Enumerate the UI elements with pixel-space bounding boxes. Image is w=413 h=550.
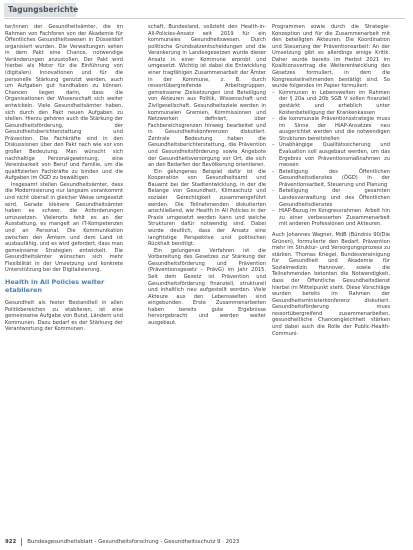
page-header [0,0,413,22]
column2-paragraph: schaft, Bundesland, vollzieht den Health-in-All-Policies-Ansatz seit 2019 für ein kommunales Gesundheitswesen. Durch politische Grundsatzentscheidungen und die Verankerung in Landesgesetzen wurde dieser Ansatz in einer Kommune erprobt und umgesetzt. Wichtig ist dabei die Entwicklung einer tragfähigen Zusammenarbeit der Ämter in der Kommune, z. B. durch ressortübergreifende Arbeitsgruppen, gemeinsame Zielsetzungen und Beteiligung von Akteuren aus Politik, Wissenschaft und Zivilgesellschaft. Gesundheitsziele werden in kommunalen Gremien, Kommissionen und Netzwerken definiert, über Fachbereichsgrenzen hinweg bearbeitet und in Gesundheitskonferenzen diskutiert. Zentrale Bedeutung haben die Gesundheitsberichterstattung, die Prävention und Gesundheitsförderung sowie Angebote der Gesundheitsversorgung vor Ort, die sich an den Bedarfen der Bevölkerung orientieren. [148,24,266,169]
column2-paragraph: Ein gelungenes Verfahren ist die Vorbereitung des Gesetzes zur Stärkung der Gesundheitsförderung und Prävention (Präventionsgesetz – PrävG) im Jahr 2015. Seit dem Gesetz ist Prävention und Gesundheitsförderung finanziell, strukturell und inhaltlich neu aufgestellt worden. Viele Akteure aus den Lebenswelten sind eingebunden. Erste Zusammenarbeiten haben bereits gute Ergebnisse hervorgebracht und werden weiter ausgebaut. [148,247,266,327]
section-subheading: Health in All Policies weiter etablieren [5,277,105,294]
list-item: – Beteiligung des Öffentlichen Gesundheitsdienstes (ÖGD) in der Präventionsarbeit, Steuerung und Planung [272,169,390,189]
text-column-3 [272,24,390,337]
footer-divider [21,538,22,546]
column1-paragraph: Gesundheit als fester Bestandteil in allen Politikbereichen zu etablieren, ist eine gemeinsame Aufgabe von Bund, Ländern und Kommunen. Dazu bedarf es der Stärkung der Verantwortung der Kommunen. [5,299,123,333]
list-item: – Kommunen in Lebenswelten im Rahmen der § 20a und 20b SGB V sollen finanziell gestärkt und erheblich unter Kostenbeteiligung der Krankenkassen [272,90,390,116]
list-item: – HiAP-Bezug im Kongressrahmen. Arbeit hin zu einer verbesserten Zusammenarbeit mit anderen Professionen und Akteuren. [272,208,390,228]
header-rule [4,18,405,19]
list-item: – Beteiligung der gesamten Landesverwaltung und des Öffentlichen Gesundheitsdienstes [272,188,390,208]
column1-paragraph: ter/innen der Gesundheitsämter, die im Rahmen von Fachforen von der Akademie für Öffentliches Gesundheitswesen in Düsseldorf organisiert wurden. Die Verwaltungen sehen in dem Pakt eine Chance, notwendige Veränderungen anzustoßen. Der Pakt wird hierbei als Motor für die Einführung von (digitalen) Innovationen und für die personelle Stärkung genutzt werden, auch um Aufgaben gut handhaben zu können. Chancen liegen darin, dass die Organisationen der Wissenschaft sich weiter entwickeln. Viele Gesundheitsämter haben, sich durch den Pakt neuen Aufgaben zu stellen. Hierzu gehören auch die Stärkung der Gesundheitsförderung, der Gesundheitsberichterstattung und Prävention. Die Fachkräfte sind in den Diskussionen über den Pakt nach wie vor von großer Bedeutung. Man wünscht sich nachhaltige Personalgewinnung, eine Vereinbarkeit von Beruf und Familie, um die qualifizierten Fachkräfte zu binden und die Aufgaben im ÖGD zu bewältigen. [5,24,123,182]
column1-paragraph: Insgesamt stellen Gesundheitsämter, dass die Modernisierung nur langsam vorankommt und nicht überall in gleicher Weise umgesetzt wird. Gerade kleinere Gesundheitsämter haben es schwer, die Anforderungen umzusetzen. Vielerorts fehlt es an der Ausstattung, es mangelt an IT-Kompetenzen und an Personal. Die Kommunikation zwischen den Ämtern und dem Land ist ausbaufähig, und es wird gefordert, dass man gemeinsame Strategien entwickelt. Die Gesundheitsämter wünschen sich mehr Flexibilität in der Umsetzung und konkrete Unterstützung bei der Digitalisierung. [5,181,123,274]
journal-citation: Bundesgesundheitsblatt - Gesundheitsforschung - Gesundheitsschutz 9 · 2023 [27,539,240,545]
page-footer [5,537,405,547]
list-item: – die kommunale Präventionsstrategie muss im Sinne der HiAP-Ansatzes neu ausgerichtet werden und die notwendigen Strukturen bereitstellen [272,116,390,142]
list-item: – Unabhängige Qualitätssicherung und Evaluation soll ausgebaut werden, um das Ergebnis von Präventionsmaßnahmen zu messen [272,142,390,168]
section-label: Tagungsberichte [4,3,76,17]
text-column-1 [5,24,123,333]
column3-paragraph: Auch Johannes Wagner, MdB (Bündnis 90/Die Grünen), formulierte den Bedarf, Prävention mehr im Struktur- und Versorgungsprozess zu stärken. Thomas Kriegel, Bundesvereinigung für Gesundheit und Akademie für Sozialmedizin Hannover, sowie die Teilnehmenden betonten die Notwendigkeit, dass der Öffentliche Gesundheitsdienst hierbei im Mittelpunkt steht. Diese Vorschläge wurden bereits im Rahmen der Gesundheitsministerkonferenz diskutiert. Gesundheitsförderung muss ressortübergreifend zusammenarbeiten, gesundheitliche Chancengleichheit stärken und dabei auch die Rolle der Public-Health-Communi- [272,231,390,337]
text-column-2 [148,24,266,327]
page-number: 922 [5,539,17,545]
bullet-list [272,90,390,228]
column2-paragraph: Ein gelungenes Beispiel dafür ist die Kooperation von Gesundheitsamt und Bauamt bei der Stadtentwicklung, in der die Belange von Gesundheit, Klimaschutz und sozialer Gerechtigkeit zusammengeführt werden. Die Teilnehmenden diskutierten anschließend, wie Health in All Policies in der Praxis umgesetzt werden kann und welche Strukturen dafür notwendig sind. Dabei wurde deutlich, dass der Ansatz eine langfristige Perspektive und politischen Rückhalt benötigt. [148,168,266,248]
column3-paragraph: Programmen sowie durch die Strategie-Konzeption und für die Zusammenarbeit mit den beteiligten Akteuren. Die Koordination und Steuerung der Präventionsarbeit: An der Umsetzung gibt es allerdings einige Kritik. Daher wurde bereits im Herbst 2021 im Koalitionsvertrag die Weiterentwicklung des Gesetzes formuliert, in dem die Kongressteilnehmenden bestätigt sind. So wurde folgendes im Papier formuliert: [272,24,390,90]
